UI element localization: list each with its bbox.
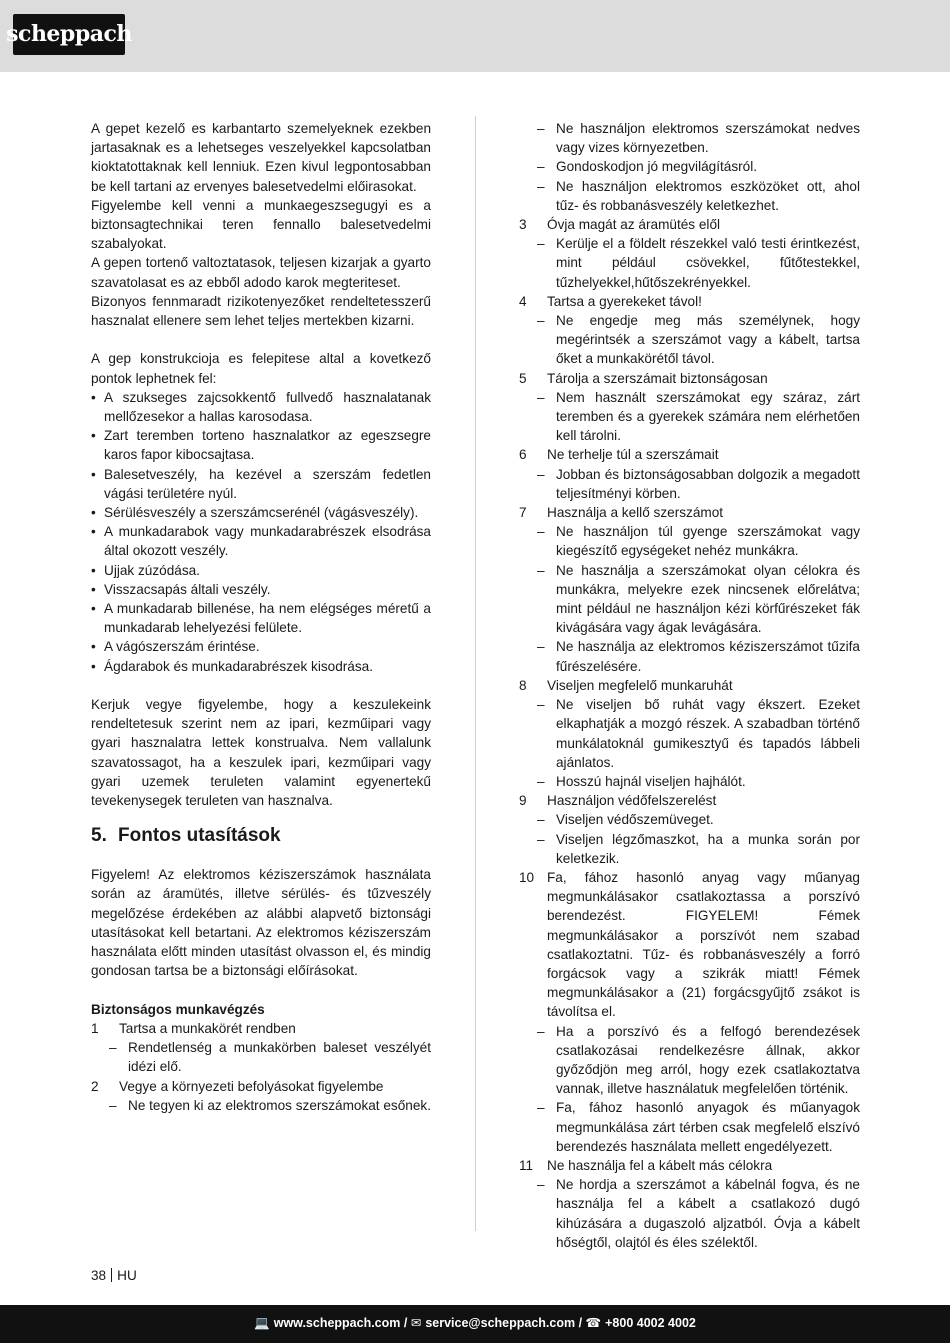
dash-item: – Gondoskodjon jó megvilágításról. bbox=[537, 159, 757, 175]
dash-item: – Ne használja a szerszámokat olyan célokra és munkákra, melyekre ezek nincsenek előrelátva; mint például ne használjon kézi körfűrészeket fák kivágására vagy ágak levágására. bbox=[537, 562, 860, 636]
column-divider bbox=[475, 116, 476, 1231]
dash-item: – Kerülje el a földelt részekkel való testi érintkezést, mint például csövekkel, fűtőtestekkel, tűzhelyekkel,hűtőszekrényekkel. bbox=[537, 236, 860, 290]
intro-paragraph: A gepen tortenő valtoztatasok, teljesen kizarjak a gyarto szavatolasat es az ebből adodo karok megteriteset. bbox=[91, 255, 431, 290]
scheppach-logo: scheppach bbox=[13, 14, 125, 55]
dash-item: – Hosszú hajnál viseljen hajhálót. bbox=[537, 773, 746, 789]
risk-bullet: • A munkadarab billenése, ha nem elégséges méretű a munkadarab lehelyezési felülete. bbox=[91, 601, 431, 636]
dash-item: – Ne hordja a szerszámot a kábelnál fogva, és ne használja fel a kábelt a csatlakozó dugó kihúzására a dugaszoló aljzatból. Óvja a kábelt hőségtől, olajtól és éles szélektől. bbox=[537, 1177, 860, 1250]
dash-item: – Ne használja az elektromos kéziszerszámot tűzifa fűrészelésére. bbox=[537, 639, 860, 674]
bullet-icon: • bbox=[91, 389, 96, 405]
intro-paragraph: Figyelembe kell venni a munkaegeszsegugyi es a biztonsagtechnikai teren fennallo balesetvedelmi szabalyokat. bbox=[91, 197, 431, 252]
risk-bullet: • Sérülésveszély a szerszámcserénél (vágásveszély). bbox=[91, 503, 431, 522]
envelope-icon: ✉ bbox=[410, 1316, 422, 1331]
risk-bullet: • Balesetveszély, ha kezével a szerszám fedetlen vágási területére nyúl. bbox=[91, 466, 431, 501]
dash-item: – Nem használt szerszámokat egy száraz, zárt teremben és a gyerekek számára nem elérhetően kell tárolni. bbox=[537, 389, 860, 444]
risk-bullet: • A szukseges zajcsokkentő fullvedő hasznalatanak mellőzesekor a hallas karosodasa. bbox=[91, 389, 431, 425]
bullet-icon: • bbox=[91, 428, 96, 444]
dash-item: – Ne engedje meg más személynek, hogy megérintsék a szerszámot vagy a kábelt, tartsa őket a munkakörétől távol. bbox=[537, 313, 860, 367]
dash-item: – Fa, fához hasonló anyagok és műanyagok megmunkálása zárt térben csak megfelelő elszívó berendezés használata mellett engedélyezett. bbox=[537, 1100, 860, 1154]
dash-item: – Ne viseljen bő ruhát vagy ékszert. Ezeket elkaphatják a mozgó részek. A szabadban történő munkálatoknál gumikesztyű és tapadós lábbeli ajánlatos. bbox=[537, 697, 860, 770]
left-column bbox=[91, 119, 431, 1115]
dash-item: – Viseljen védőszemüveget. bbox=[537, 812, 714, 828]
page-number: 38 HU bbox=[91, 1268, 137, 1283]
risk-bullet: • A vágószerszám érintése. bbox=[91, 637, 431, 656]
numbered-item: 9 Használjon védőfelszerelést bbox=[519, 793, 717, 809]
phone-icon: ☎ bbox=[585, 1316, 602, 1331]
footer-contact-bar: 💻 www.scheppach.com / ✉ service@scheppach.com / ☎ +800 4002 4002 bbox=[0, 1305, 950, 1343]
section-heading bbox=[91, 824, 431, 848]
numbered-item: 10 Fa, fához hasonló anyag vagy műanyag megmunkálásakor csatlakoztassa a porszívó berendezést. FIGYELEM! Fémek megmunkálásakor a porszívót nem szabad csatlakoztatni. Tűz- és robbanásveszély a forró forgácsok vagy a szikrák miatt! Fémek megmunkálásakor a (21) forgácsgyűjtő zsákot is távolítsa el. bbox=[519, 869, 860, 1020]
numbered-item: 8 Viseljen megfelelő munkaruhát bbox=[519, 677, 733, 693]
numbered-item: 6 Ne terhelje túl a szerszámait bbox=[519, 447, 719, 463]
numbered-item: 4 Tartsa a gyerekeket távol! bbox=[519, 293, 702, 309]
numbered-item: 11 Ne használja fel a kábelt más célokra bbox=[519, 1157, 773, 1173]
bullet-icon: • bbox=[91, 466, 96, 482]
subheading: Biztonságos munkavégzés bbox=[91, 1001, 265, 1017]
bullet-icon: • bbox=[91, 581, 96, 597]
dash-item: – Ne használjon túl gyenge szerszámokat vagy kiegészítő egységeket nehéz munkákra. bbox=[537, 524, 860, 559]
numbered-item: 5 Tárolja a szerszámait biztonságosan bbox=[519, 370, 768, 386]
risk-bullet: • Visszacsapás általi veszély. bbox=[91, 580, 431, 599]
right-column bbox=[519, 119, 860, 1252]
bullet-icon: • bbox=[91, 658, 96, 674]
dash-item: – Viseljen légzőmaszkot, ha a munka során por keletkezik. bbox=[537, 831, 860, 866]
risk-bullet: • Ujjak zúzódása. bbox=[91, 561, 431, 580]
numbered-item: 3 Óvja magát az áramütés elől bbox=[519, 217, 721, 233]
numbered-item: 1 Tartsa a munkakörét rendben bbox=[91, 1020, 296, 1036]
risk-intro: A gep konstrukcioja es felepitese altal a kovetkező pontok lephetnek fel: bbox=[91, 351, 431, 386]
dash-item: – Ha a porszívó és a felfogó berendezések csatlakozásai rendelkezésre állnak, akkor győződjön meg arról, hogy ezek csatlakoztatva vannak, illetve használatuk megfelelően történik. bbox=[537, 1023, 860, 1097]
bullet-icon: • bbox=[91, 524, 96, 540]
bullet-icon: • bbox=[91, 639, 96, 655]
warning-paragraph: Figyelem! Az elektromos kéziszerszámok használata során az áramütés, illetve sérülés- és tűzveszély megelőzése érdekében az alábbi alapvető biztonsági utasításokat kell betartani. Az elektromos kéziszerszám használata előtt minden utasítást olvasson el, és mindig gondosan tartsa be a biztonsági előírásokat. bbox=[91, 867, 431, 979]
dash-item: – Rendetlenség a munkakörben baleset veszélyét idézi elő. bbox=[109, 1040, 431, 1075]
intro-paragraph: A gepet kezelő es karbantarto szemelyeknek ezekben jartasaknak es a lehetseges veszelyekkel kapcsolatban kioktatottaknak kell lenniuk. Ezen kivul legpontosabban be kell tartani az ervenyes balesetvedelmi előirasokat. bbox=[91, 121, 431, 194]
closing-paragraph: Kerjuk vegye figyelembe, hogy a keszulekeink rendeltetesuk szerint nem az ipari, kezműipari vagy gyari hasznalatra lettek konstrualva. Nem vallalunk szavatossagot, ha a keszulek ipari, kezműipari vagy gyari uzemek teruleten valamint egyenertekű tevekenysegek teruleten van hasznalva. bbox=[91, 697, 431, 809]
dash-item: – Ne használjon elektromos szerszámokat nedves vagy vizes környezetben. bbox=[537, 121, 860, 156]
risk-bullet: • Ágdarabok és munkadarabrészek kisodrása. bbox=[91, 657, 431, 676]
numbered-item: 2 Vegye a környezeti befolyásokat figyelembe bbox=[91, 1078, 384, 1094]
dash-item: – Jobban és biztonságosabban dolgozik a megadott teljesítményi körben. bbox=[537, 466, 860, 501]
risk-bullet: • Zart teremben torteno hasznalatkor az egeszsegre karos fapor kibocsajtasa. bbox=[91, 428, 431, 463]
risk-bullet: • A munkadarabok vagy munkadarabrészek elsodrása által okozott veszély. bbox=[91, 524, 431, 559]
email-link[interactable]: service@scheppach.com bbox=[425, 1316, 576, 1331]
bullet-icon: • bbox=[91, 601, 96, 617]
numbered-item: 7 Használja a kellő szerszámot bbox=[519, 505, 724, 521]
intro-paragraph: Bizonyos fennmaradt rizikotenyezőket rendeltetesszerű hasznalat ellenere sem lehet teljes mertekben kizarni. bbox=[91, 293, 431, 329]
computer-icon: 💻 bbox=[254, 1316, 270, 1331]
section-title: Fontos utasítások bbox=[118, 825, 281, 847]
header-bar bbox=[0, 0, 950, 72]
phone-number[interactable]: +800 4002 4002 bbox=[605, 1316, 696, 1331]
bullet-icon: • bbox=[91, 505, 96, 521]
dash-item: – Ne tegyen ki az elektromos szerszámokat esőnek. bbox=[109, 1097, 431, 1113]
section-number: 5. bbox=[91, 825, 107, 847]
bullet-icon: • bbox=[91, 562, 96, 578]
website-link[interactable]: www.scheppach.com bbox=[273, 1316, 401, 1331]
dash-item: – Ne használjon elektromos eszközöket ott, ahol tűz- és robbanásveszély keletkezhet. bbox=[537, 178, 860, 213]
